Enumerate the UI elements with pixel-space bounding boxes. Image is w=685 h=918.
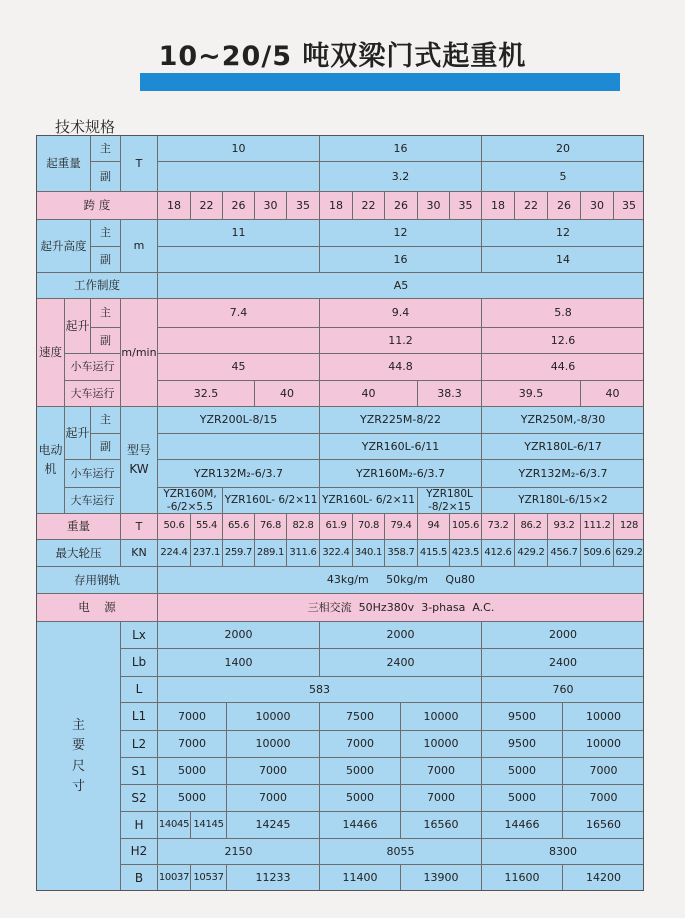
span-label: 跨 度 xyxy=(37,192,158,220)
speed-main-10: 7.4 xyxy=(158,299,320,328)
dim-value-b: 13900 xyxy=(401,865,482,891)
motor-aux-empty xyxy=(158,434,320,460)
dim-value-h: 14466 xyxy=(482,812,563,839)
weight-value: 128 xyxy=(614,514,644,540)
dim-symbol-l1 xyxy=(121,703,158,731)
span-value: 30 xyxy=(418,192,450,220)
dim-value-l: 583 xyxy=(158,677,482,703)
dim-value-h: 14145 xyxy=(191,812,227,839)
span-value: 35 xyxy=(614,192,644,220)
weight-label: 重量 xyxy=(37,514,121,540)
dim-value-s1: 7000 xyxy=(227,758,320,785)
wheel-load-value: 423.5 xyxy=(450,540,482,567)
weight-value: 70.8 xyxy=(353,514,385,540)
speed-aux-20: 12.6 xyxy=(482,328,644,354)
dim-value-lb: 2400 xyxy=(320,649,482,677)
dim-symbol-lx xyxy=(121,622,158,649)
dim-value-s2: 5000 xyxy=(482,785,563,812)
dim-value-lb: 2400 xyxy=(482,649,644,677)
dim-value-s2: 5000 xyxy=(158,785,227,812)
motor-trolley-10: YZR132M₂-6/3.7 xyxy=(158,460,320,488)
dim-value-s1: 7000 xyxy=(563,758,644,785)
motor-main-20: YZR250M,-8/30 xyxy=(482,407,644,434)
dim-value-l1: 9500 xyxy=(482,703,563,731)
speed-crane-value: 40 xyxy=(320,381,418,407)
weight-value: 61.9 xyxy=(320,514,353,540)
dim-value-s2: 7000 xyxy=(563,785,644,812)
rail-label: 存用钢轨 xyxy=(37,567,158,594)
wheel-load-value: 289.1 xyxy=(255,540,287,567)
dim-symbol-h xyxy=(121,812,158,839)
wheel-load-value: 429.2 xyxy=(515,540,548,567)
lift-height-aux-16: 16 xyxy=(320,247,482,273)
speed-trolley-label: 小车运行 xyxy=(65,354,121,381)
dim-value-l1: 10000 xyxy=(563,703,644,731)
dimensions-label-char: 主 xyxy=(71,718,85,734)
lift-weight-main-16: 16 xyxy=(320,136,482,162)
speed-crane-value: 39.5 xyxy=(482,381,581,407)
dim-value-h2: 2150 xyxy=(158,839,320,865)
section-subtitle: 技术规格 xyxy=(55,118,116,136)
speed-unit: m/min xyxy=(121,299,158,407)
duty-label: 工作制度 xyxy=(37,273,158,299)
lift-weight-aux-empty xyxy=(158,162,320,192)
dim-value-b: 11233 xyxy=(227,865,320,891)
speed-crane-label: 大车运行 xyxy=(65,381,121,407)
dim-value-l1: 10000 xyxy=(227,703,320,731)
weight-value: 73.2 xyxy=(482,514,515,540)
motor-hoist-label: 起升 xyxy=(65,407,91,460)
dim-symbol-text: L1 xyxy=(131,709,147,724)
weight-value: 50.6 xyxy=(158,514,191,540)
dim-symbol-b xyxy=(121,865,158,891)
wheel-load-value: 415.5 xyxy=(418,540,450,567)
motor-crane-value: YZR160L- 6/2×11 xyxy=(320,488,418,514)
lift-height-main-20: 12 xyxy=(482,220,644,247)
spec-table xyxy=(36,135,644,891)
dim-symbol-lb xyxy=(121,649,158,677)
dim-value-b: 10537 xyxy=(191,865,227,891)
dimensions-label-char: 要 xyxy=(71,738,85,754)
dim-value-b: 14200 xyxy=(563,865,644,891)
weight-unit: T xyxy=(121,514,158,540)
dim-symbol-h2 xyxy=(121,839,158,865)
dim-symbol-text: H xyxy=(134,817,144,832)
speed-crane-value: 38.3 xyxy=(418,381,482,407)
span-value: 22 xyxy=(515,192,548,220)
dim-value-s2: 7000 xyxy=(401,785,482,812)
motor-main-label: 主 xyxy=(91,407,121,434)
dim-symbol-text: B xyxy=(134,870,144,885)
motor-crane-value: YZR160M, -6/2×5.5 xyxy=(158,488,223,514)
dim-value-b: 11600 xyxy=(482,865,563,891)
dim-symbol-text: Lx xyxy=(132,627,146,642)
dim-value-h2: 8055 xyxy=(320,839,482,865)
lift-height-main-label: 主 xyxy=(91,220,121,247)
span-value: 30 xyxy=(255,192,287,220)
lift-weight-aux-20: 5 xyxy=(482,162,644,192)
lift-height-unit: m xyxy=(121,220,158,273)
span-value: 35 xyxy=(287,192,320,220)
dim-symbol-text: H2 xyxy=(130,844,148,859)
motor-trolley-20: YZR132M₂-6/3.7 xyxy=(482,460,644,488)
dim-value-l2: 10000 xyxy=(401,731,482,758)
span-value: 18 xyxy=(482,192,515,220)
dim-value-h: 14466 xyxy=(320,812,401,839)
span-value: 26 xyxy=(385,192,418,220)
speed-hoist-label: 起升 xyxy=(65,299,91,354)
motor-main-10: YZR200L-8/15 xyxy=(158,407,320,434)
dim-value-l2: 7000 xyxy=(158,731,227,758)
dim-value-l2: 10000 xyxy=(563,731,644,758)
dim-symbol-text: S2 xyxy=(131,790,147,805)
dim-symbol-l2 xyxy=(121,731,158,758)
motor-model-text: 型号 xyxy=(126,443,151,458)
dim-value-h: 16560 xyxy=(563,812,644,839)
dim-value-s1: 7000 xyxy=(401,758,482,785)
motor-aux-20: YZR180L-6/17 xyxy=(482,434,644,460)
weight-value: 86.2 xyxy=(515,514,548,540)
motor-crane-value: YZR160L- 6/2×11 xyxy=(223,488,320,514)
span-value: 26 xyxy=(223,192,255,220)
dim-value-lb: 1400 xyxy=(158,649,320,677)
speed-crane-value: 40 xyxy=(255,381,320,407)
speed-main-16: 9.4 xyxy=(320,299,482,328)
wheel-load-value: 358.7 xyxy=(385,540,418,567)
motor-kw-text: KW xyxy=(129,462,149,476)
motor-main-16: YZR225M-8/22 xyxy=(320,407,482,434)
lift-height-main-16: 12 xyxy=(320,220,482,247)
speed-trolley-20: 44.6 xyxy=(482,354,644,381)
lift-height-aux-label: 副 xyxy=(91,247,121,273)
title-accent-bar xyxy=(140,73,620,91)
weight-value: 65.6 xyxy=(223,514,255,540)
span-value: 26 xyxy=(548,192,581,220)
dim-symbol-text: Lb xyxy=(131,655,147,670)
wheel-load-value: 412.6 xyxy=(482,540,515,567)
dim-value-l2: 7000 xyxy=(320,731,401,758)
dim-value-l1: 7500 xyxy=(320,703,401,731)
dim-value-h: 14045 xyxy=(158,812,191,839)
speed-main-label: 主 xyxy=(91,299,121,328)
motor-crane-value: YZR180L -8/2×15 xyxy=(418,488,482,514)
dim-value-l: 760 xyxy=(482,677,644,703)
wheel-load-value: 456.7 xyxy=(548,540,581,567)
speed-main-20: 5.8 xyxy=(482,299,644,328)
speed-trolley-10: 45 xyxy=(158,354,320,381)
dim-value-l2: 9500 xyxy=(482,731,563,758)
lift-height-main-10: 11 xyxy=(158,220,320,247)
weight-value: 55.4 xyxy=(191,514,223,540)
lift-weight-unit: T xyxy=(121,136,158,192)
duty-value: A5 xyxy=(158,273,644,299)
span-value: 22 xyxy=(353,192,385,220)
wheel-load-value: 322.4 xyxy=(320,540,353,567)
dim-value-lx: 2000 xyxy=(482,622,644,649)
motor-aux-label: 副 xyxy=(91,434,121,460)
wheel-load-value: 629.2 xyxy=(614,540,644,567)
wheel-load-value: 509.6 xyxy=(581,540,614,567)
dim-value-s2: 5000 xyxy=(320,785,401,812)
lift-height-aux-empty xyxy=(158,247,320,273)
lift-weight-aux-label: 副 xyxy=(91,162,121,192)
dim-symbol-text: S1 xyxy=(131,763,147,778)
page-title: 10~20/5 吨双梁门式起重机 xyxy=(158,41,527,72)
lift-weight-main-20: 20 xyxy=(482,136,644,162)
dim-symbol-s1 xyxy=(121,758,158,785)
dim-value-s2: 7000 xyxy=(227,785,320,812)
lift-height-label: 起升高度 xyxy=(37,220,91,273)
dim-value-h: 14245 xyxy=(227,812,320,839)
dim-symbol-s2 xyxy=(121,785,158,812)
span-value: 30 xyxy=(581,192,614,220)
dimensions-label-char: 寸 xyxy=(71,778,85,794)
weight-value: 111.2 xyxy=(581,514,614,540)
wheel-load-value: 311.6 xyxy=(287,540,320,567)
dim-value-s1: 5000 xyxy=(158,758,227,785)
lift-weight-main-label: 主 xyxy=(91,136,121,162)
span-value: 18 xyxy=(320,192,353,220)
power-label: 电 源 xyxy=(37,594,158,622)
lift-height-aux-20: 14 xyxy=(482,247,644,273)
weight-value: 93.2 xyxy=(548,514,581,540)
span-value: 22 xyxy=(191,192,223,220)
speed-aux-16: 11.2 xyxy=(320,328,482,354)
wheel-load-value: 224.4 xyxy=(158,540,191,567)
wheel-load-unit: KN xyxy=(121,540,158,567)
dim-value-lx: 2000 xyxy=(158,622,320,649)
dim-value-h2: 8300 xyxy=(482,839,644,865)
dimensions-label-char: 尺 xyxy=(71,758,85,774)
speed-crane-value: 40 xyxy=(581,381,644,407)
dim-value-s1: 5000 xyxy=(482,758,563,785)
dim-value-h: 16560 xyxy=(401,812,482,839)
motor-trolley-16: YZR160M₂-6/3.7 xyxy=(320,460,482,488)
dim-value-l2: 10000 xyxy=(227,731,320,758)
weight-value: 76.8 xyxy=(255,514,287,540)
lift-weight-main-10: 10 xyxy=(158,136,320,162)
motor-model-label xyxy=(121,407,158,514)
dim-value-l1: 10000 xyxy=(401,703,482,731)
power-value: 三相交流 50Hz380v 3-phasa A.C. xyxy=(158,594,644,622)
dim-symbol-text: L xyxy=(135,682,143,697)
lift-weight-label: 起重量 xyxy=(37,136,91,192)
motor-aux-16: YZR160L-6/11 xyxy=(320,434,482,460)
motor-crane-label: 大车运行 xyxy=(65,488,121,514)
lift-weight-aux-16: 3.2 xyxy=(320,162,482,192)
speed-aux-label: 副 xyxy=(91,328,121,354)
speed-label: 速度 xyxy=(37,299,65,407)
weight-value: 94 xyxy=(418,514,450,540)
wheel-load-value: 259.7 xyxy=(223,540,255,567)
motor-label: 电动机 xyxy=(37,407,65,514)
span-value: 18 xyxy=(158,192,191,220)
rail-value: 43kg/m 50kg/m Qu80 xyxy=(158,567,644,594)
motor-crane-value: YZR180L-6/15×2 xyxy=(482,488,644,514)
speed-aux-empty xyxy=(158,328,320,354)
dim-value-l1: 7000 xyxy=(158,703,227,731)
dim-value-lx: 2000 xyxy=(320,622,482,649)
dim-value-s1: 5000 xyxy=(320,758,401,785)
dim-symbol-l xyxy=(121,677,158,703)
wheel-load-value: 340.1 xyxy=(353,540,385,567)
wheel-load-label: 最大轮压 xyxy=(37,540,121,567)
dimensions-label xyxy=(37,622,121,891)
dim-symbol-text: L2 xyxy=(131,736,147,751)
dim-value-b: 10037 xyxy=(158,865,191,891)
speed-crane-value: 32.5 xyxy=(158,381,255,407)
dim-value-b: 11400 xyxy=(320,865,401,891)
weight-value: 79.4 xyxy=(385,514,418,540)
span-value: 35 xyxy=(450,192,482,220)
wheel-load-value: 237.1 xyxy=(191,540,223,567)
weight-value: 82.8 xyxy=(287,514,320,540)
weight-value: 105.6 xyxy=(450,514,482,540)
motor-trolley-label: 小车运行 xyxy=(65,460,121,488)
speed-trolley-16: 44.8 xyxy=(320,354,482,381)
